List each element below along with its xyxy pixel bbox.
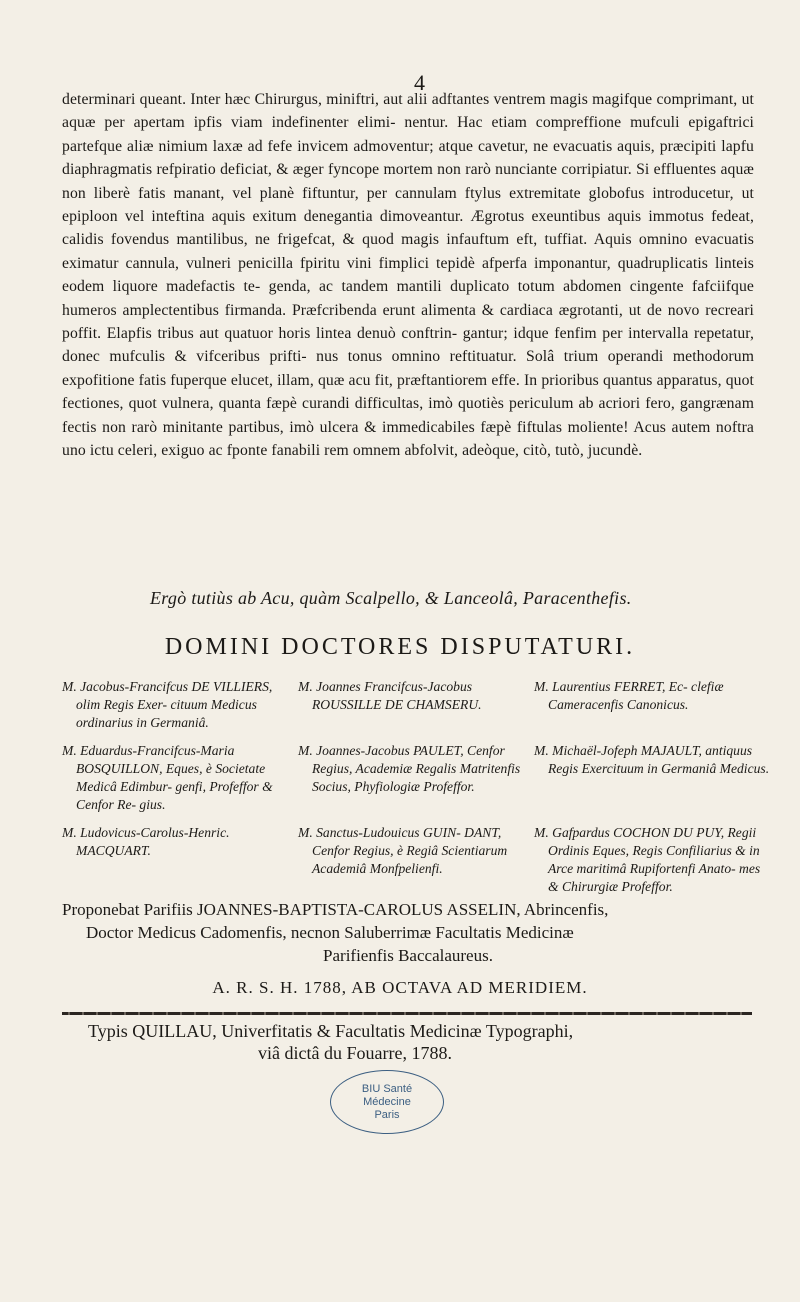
page-number: 4 xyxy=(414,70,425,95)
body-text xyxy=(62,88,754,463)
doctor-entry: M. Eduardus-Francifcus-Maria BOSQUILLON, Eques, è Societate Medicâ Edimbur- genfi, Profeffor & Cenfor Re- gius. xyxy=(62,743,273,812)
library-stamp xyxy=(330,1070,444,1134)
stamp-line: Paris xyxy=(374,1108,400,1121)
printer-line: Typis QUILLAU, Univerfitatis & Facultatis Medicinæ Typographi, xyxy=(88,1021,574,1041)
doctor-entry: M. Sanctus-Ludouicus GUIN- DANT, Cenfor Regius, è Regiâ Scientiarum Academiâ Monfpelienfi. xyxy=(298,825,508,876)
doctors-list xyxy=(62,678,770,896)
date-line: A. R. S. H. 1788, AB OCTAVA AD MERIDIEM. xyxy=(212,978,588,997)
body-paragraph: determinari queant. Inter hæc Chirurgus, miniftri, aut alii adftantes ventrem magis magifque comprimant, ut aquæ per apertam ipfis viam indefinenter elimi- nentur. Hac etiam compreffione mufculi epigaftrici partefque aliæ nimium laxæ ad fefe invicem admoventur; atque cavetur, ne evacuatis aquis, præcipiti lapfu diaphragmatis refpiratio deficiat, & æger fyncope mortem non rarò nunciante corripiatur. Si effluentes aquæ non liberè fatis manant, vel planè fiftuntur, per cannulam ftylus extremitate globofus introducetur, ut epiploon vel inteftina aquis exitum denegantia dimoveantur. Ægrotus exeuntibus aquis immotus fedeat, calidis fovendus mantilibus, ne frigefcat, & quod magis infauftum eft, tuffiat. Aquis omnino evacuatis eximatur cannula, vulneri penicilla fpiritu vini fimplici tepidè afperfa imponantur, quadruplicatis linteis eodem liquore madefactis te- genda, ac tandem mantili duplicato totum abdomen cingente fafciifque humeros amplectentibus firmanda. Præfcribenda erunt alimenta & cardiaca ægrotanti, ut de novo recreari poffit. Elapfis tribus aut quatuor horis lintea denuò conftrin- gantur; idque fenfim per intervalla repetatur, donec mufculis & vifceribus prifti- nus tonus omnino reftituatur. Solâ trium operandi methodorum expofitione fatis fuperque elucet, illam, quæ acu fit, præftantiorem effe. In prioribus quantus apparatus, quot fectiones, quot vulnera, quanta fæpè curandi difficultas, imò quotiès periculum ab acriori fero, gangrænam fectis non rarò minitante partibus, imò ulcera & immedicabiles fæpè fiftulas moliente! Acus autem noftra uno ictu celeri, exiguo ac fponte fanabili rem omnem abfolvit, adeòque, citò, tutò, jucundè. xyxy=(62,91,754,460)
proponebat-line: Parifienfis Baccalaureus. xyxy=(323,946,493,965)
doctor-entry: M. Laurentius FERRET, Ec- clefiæ Cameracenfis Canonicus. xyxy=(534,679,724,712)
section-heading: DOMINI DOCTORES DISPUTATURI. xyxy=(164,634,636,660)
doctor-entry: M. Jacobus-Francifcus DE VILLIERS, olim Regis Exer- cituum Medicus ordinarius in Germaniâ. xyxy=(62,679,273,730)
doctor-entry: M. Joannes-Jacobus PAULET, Cenfor Regius, Academiæ Regalis Matritenfis Socius, Phyfiologiæ Profeffor. xyxy=(298,743,521,794)
stamp-line: Médecine xyxy=(363,1095,411,1108)
divider-rule xyxy=(62,1012,752,1015)
doctor-entry: M. Gafpardus COCHON DU PUY, Regii Ordinis Eques, Regis Confiliarius & in Arce maritimâ Rupifortenfi Anato- mes & Chirurgiæ Profeffor. xyxy=(534,825,761,894)
printer-imprint xyxy=(88,1020,748,1064)
proponebat-line: Doctor Medicus Cadomenfis, necnon Saluberrimæ Facultatis Medicinæ xyxy=(86,923,574,942)
doctor-entry: M. Michaël-Jofeph MAJAULT, antiquus Regis Exercituum in Germaniâ Medicus. xyxy=(534,743,770,776)
doctor-entry: M. Joannes Francifcus-Jacobus ROUSSILLE DE CHAMSERU. xyxy=(298,679,482,712)
stamp-line: BIU Santé xyxy=(361,1082,413,1095)
proponebat-block xyxy=(62,898,754,967)
printer-line: viâ dictâ du Fouarre, 1788. xyxy=(258,1043,452,1063)
proponebat-line: Proponebat Parifiis JOANNES-BAPTISTA-CAROLUS ASSELIN, Abrincenfis, xyxy=(62,900,609,919)
conclusion: Ergò tutiùs ab Acu, quàm Scalpello, & Lanceolâ, Paracenthefis. xyxy=(150,588,632,608)
doctor-entry: M. Ludovicus-Carolus-Henric. MACQUART. xyxy=(62,825,230,858)
